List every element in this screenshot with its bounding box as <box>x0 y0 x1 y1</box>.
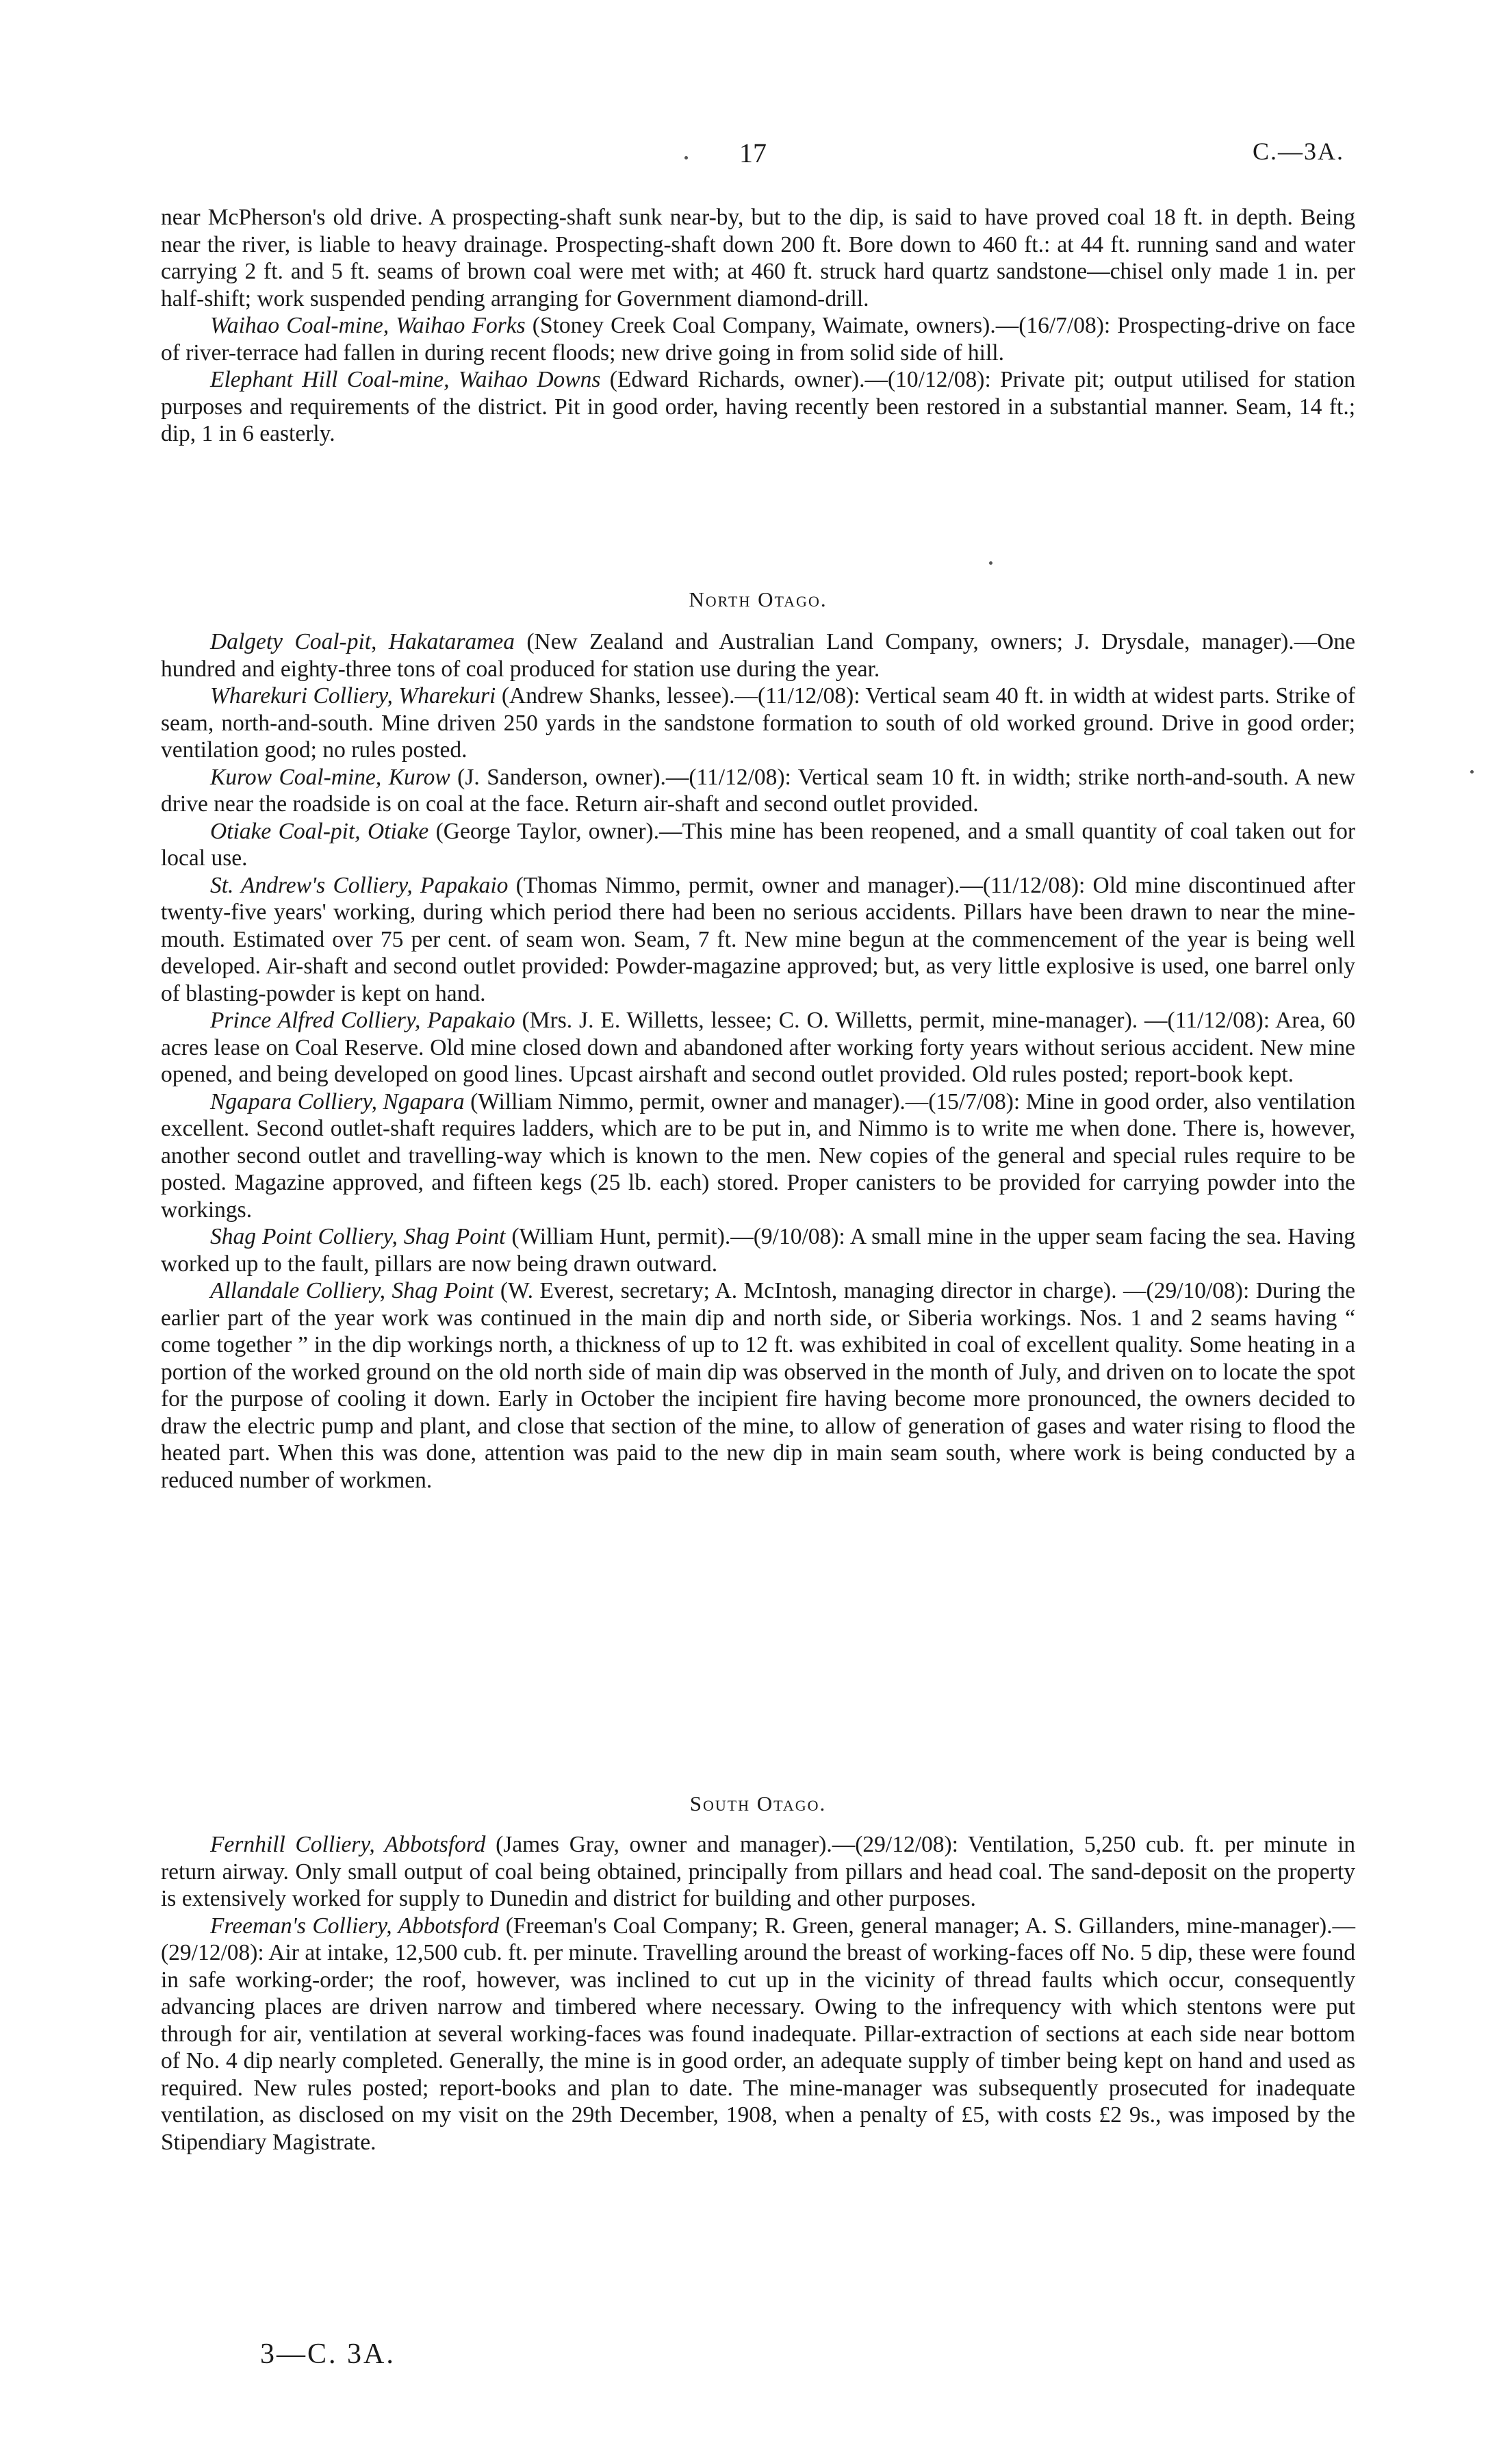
mine-report: (Andrew Shanks, lessee).—(11/12/08): Vertical seam 40 ft. in width at widest parts. Strike of seam, north-and-south. Mine driven 250 yards in the sandstone formation to south of old worked ground. Drive in good order; ventilation good; no rules posted. <box>161 683 1356 763</box>
mine-name: Prince Alfred Colliery, Papakaio <box>210 1008 515 1033</box>
mine-entry <box>161 764 1355 818</box>
mine-entry <box>161 872 1355 1008</box>
mine-entry <box>161 1007 1355 1088</box>
south-otago-heading-wrap <box>161 1791 1355 1816</box>
mine-entry <box>161 682 1355 764</box>
print-speck <box>684 156 688 159</box>
south-otago-section <box>161 1831 1355 2156</box>
mine-report: (William Hunt, permit).—(9/10/08): A small mine in the upper seam facing the sea. Having worked up to the fault, pillars are now being drawn outward. <box>161 1224 1355 1277</box>
mine-entry <box>161 1223 1355 1277</box>
mine-name: Wharekuri Colliery, Wharekuri <box>210 683 496 709</box>
page-header <box>0 137 1512 178</box>
intro-section <box>161 204 1355 448</box>
signature-mark: 3—C. 3A. <box>260 2338 396 2370</box>
mine-report: (Mrs. J. E. Willetts, lessee; C. O. Willetts, permit, mine-manager). —(11/12/08): Area, 60 acres lease on Coal Reserve. Old mine closed down and abandoned after working forty years without serious accident. New mine opened, and being developed on good lines. Upcast airshaft and second outlet provided. Old rules posted; report-book kept. <box>161 1008 1355 1087</box>
section-heading-south-otago: South Otago. <box>689 1791 827 1815</box>
mine-name: Freeman's Colliery, Abbotsford <box>210 1913 500 1939</box>
mine-report: (William Nimmo, permit, owner and manager).—(15/7/08): Mine in good order, also ventilation excellent. Second outlet-shaft requires ladders, which are to be put in, and Nimmo is to write me when done. There is, however, another second outlet and travelling-way which is known to the men. New copies of the general and special rules require to be posted. Magazine approved, and fifteen kegs (25 lb. each) stored. Proper canisters to be provided for carrying powder into the workings. <box>161 1088 1355 1223</box>
mine-report: (Freeman's Coal Company; R. Green, general manager; A. S. Gillanders, mine-manager).—(29/12/08): Air at intake, 12,500 cub. ft. per minute. Travelling around the breast of working-faces off No. 5 dip, these were found in safe working-order; the roof, however, was inclined to cut up in the vicinity of thread faults which occur, consequently advancing places are driven narrow and timbered where necessary. Owing to the infrequency with which stentons were put through for air, ventilation at several working-faces was found inadequate. Pillar-extraction of sections at each side near bottom of No. 4 dip nearly completed. Generally, the mine is in good order, an adequate supply of timber being kept on hand and used as required. New rules posted; report-books and plan to date. The mine-manager was subsequently prosecuted for inadequate ventilation, as disclosed on my visit on the 29th December, 1908, when a penalty of £5, with costs £2 9s., was imposed by the Stipendiary Magistrate. <box>161 1913 1355 2155</box>
section-heading-north-otago: North Otago. <box>689 587 828 611</box>
mine-report: (George Taylor, owner).—This mine has been reopened, and a small quantity of coal taken out for local use. <box>161 818 1355 871</box>
page-number: 17 <box>739 138 767 168</box>
mine-name: St. Andrew's Colliery, Papakaio <box>210 872 509 898</box>
mine-name: Kurow Coal-mine, Kurow <box>210 764 450 790</box>
series-code: C.—3A. <box>1252 138 1344 165</box>
mine-entry <box>161 1088 1355 1224</box>
mine-name: Ngapara Colliery, Ngapara <box>210 1088 465 1114</box>
continuation-paragraph: near McPherson's old drive. A prospecting-shaft sunk near-by, but to the dip, is said to have proved coal 18 ft. in depth. Being near the river, is liable to heavy drainage. Prospecting-shaft down 200 ft. Bore down to 460 ft.: at 44 ft. running sand and water carrying 2 ft. and 5 ft. seams of brown coal were met with; at 460 ft. struck hard quartz sandstone—chisel only made 1 in. per half-shift; work suspended pending arranging for Government diamond-drill. <box>161 205 1355 311</box>
mine-entry <box>161 628 1355 682</box>
mine-entry <box>161 1831 1355 1913</box>
mine-entry <box>161 1277 1355 1494</box>
mine-name: Waihao Coal-mine, Waihao Forks <box>210 313 526 338</box>
mine-entry <box>161 366 1355 448</box>
north-otago-heading-wrap <box>161 587 1355 612</box>
mine-report: (James Gray, owner and manager).—(29/12/08): Ventilation, 5,250 cub. ft. per minute in return airway. Only small output of coal being obtained, principally from pillars and head coal. The sand-deposit on the property is extensively worked for supply to Dunedin and district for building and other purposes. <box>161 1832 1355 1911</box>
north-otago-section <box>161 628 1355 1494</box>
mine-report: (New Zealand and Australian Land Company, owners; J. Drysdale, manager).—One hundred and eighty-three tons of coal produced for station use during the year. <box>161 629 1355 682</box>
mine-name: Allandale Colliery, Shag Point <box>210 1278 494 1303</box>
mine-entry <box>161 1913 1355 2156</box>
mine-report: (Edward Richards, owner).—(10/12/08): Private pit; output utilised for station purposes and requirements of the district. Pit in good order, having recently been restored in a substantial manner. Seam, 14 ft.; dip, 1 in 6 easterly. <box>161 367 1356 446</box>
mine-name: Otiake Coal-pit, Otiake <box>210 818 429 844</box>
print-speck <box>1470 770 1474 774</box>
print-speck <box>989 561 992 565</box>
mine-name: Fernhill Colliery, Abbotsford <box>210 1832 486 1857</box>
mine-report: (Stoney Creek Coal Company, Waimate, owners).—(16/7/08): Prospecting-drive on face of river-terrace had fallen in during recent floods; new drive going in from solid side of hill. <box>161 313 1356 366</box>
mine-name: Shag Point Colliery, Shag Point <box>210 1224 506 1249</box>
mine-name: Dalgety Coal-pit, Hakataramea <box>210 629 515 654</box>
mine-report: (W. Everest, secretary; A. McIntosh, managing director in charge). —(29/10/08): During the earlier part of the year work was continued in the main dip and north side, or Siberia workings. Nos. 1 and 2 seams having “ come together ” in the dip workings north, a thickness of up to 12 ft. was exhibited in coal of excellent quality. Some heating in a portion of the worked ground on the old north side of main dip was observed in the month of July, and driven on to locate the spot for the purpose of cooling it down. Early in October the incipient fire having become more pronounced, the owners decided to draw the electric pump and plant, and close that section of the mine, to allow of generation of gases and water rising to flood the heated part. When this was done, attention was paid to the new dip in main seam south, where work is being conducted by a reduced number of workmen. <box>161 1278 1355 1493</box>
mine-report: (J. Sanderson, owner).—(11/12/08): Vertical seam 10 ft. in width; strike north-and-south. A new drive near the roadside is on coal at the face. Return air-shaft and second outlet provided. <box>161 764 1355 817</box>
mine-name: Elephant Hill Coal-mine, Waihao Downs <box>210 367 601 392</box>
mine-entry <box>161 312 1355 366</box>
mine-report: (Thomas Nimmo, permit, owner and manager).—(11/12/08): Old mine discontinued after twenty-five years' working, during which period there had been no serious accidents. Pillars have been drawn to near the mine-mouth. Estimated over 75 per cent. of seam won. Seam, 7 ft. New mine begun at the commencement of the year is being well developed. Air-shaft and second outlet provided: Powder-magazine approved; but, as very little explosive is used, one barrel only of blasting-powder is kept on hand. <box>161 872 1355 1006</box>
mine-entry <box>161 818 1355 872</box>
